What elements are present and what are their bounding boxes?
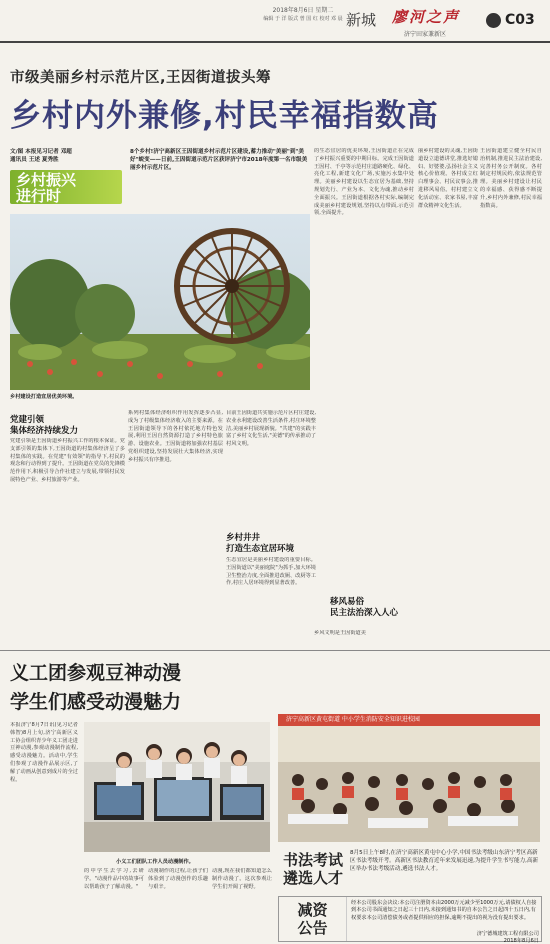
photo1-caption: 乡村建设打造宜居优美环境。: [10, 394, 78, 400]
article1-kicker: 市级美丽乡村示范片区,王因街道拔头筹: [10, 70, 272, 86]
article2-body-col3: 动漫制作的过程,让孩子们体验到了动漫创作的乐趣与艰辛。: [148, 868, 208, 890]
article1-lead: 8个乡村!济宁高新区王因街道乡村示范片区建设,蓄力推动"美丽"到"美好"蜕变——日前,王因街道示范片区获评济宁市2018年度第一名市级美丽乡村示范片区。: [130, 149, 308, 172]
article2-body-col2: 的中学生去学习,去研学。"动漫作品中的故事可以帮助孩子了解动漫。": [84, 868, 144, 890]
capital-reduction-notice: [278, 896, 542, 942]
waterwheel-photo: [10, 214, 310, 390]
page-header: [0, 0, 550, 44]
article1-body-col6: 王因街道建立健全村民自治机制,推进民主法治建设,完善村务公开制度。各村制定村规民约,依法规范管理。美丽乡村建设让村民的幸福感、获得感不断提升,乡村内外兼修,村民幸福指数高。: [480, 148, 542, 209]
article1-body-col3: 目前王因街道共实施示范片区村庄建设,农业水利建设改善生活条件,村庄环境整洁,美丽乡村展现新貌。"共建"的实践丰富了乡村文化生活,"美德"的传承推动了村风文明。: [226, 410, 316, 448]
article1-body-col3b: 生态宜居是美丽乡村建设的重要目标。王因街道以"美丽庭院"为抓手,加大环境卫生整治力度,全面推进改厕、改厨等工作,村庄人居环境得到显著改善。: [226, 557, 316, 587]
section-name: 新城: [346, 11, 377, 29]
article1-headline: 乡村内外兼修,村民幸福指数高: [10, 98, 439, 134]
animation-studio-photo: [84, 722, 270, 852]
article1-body-col2: 系列村集体经济组织作用发挥逐步凸显,成为了村级集体经济收入的主要来源。在王因街道领导下的各村依托地方特色发展,利用王因自然资源打造了乡村特色旅游、设施农业。王因街道将加强农村基层党组织建设,坚持发展壮大集体经济,实现乡村振兴有序推进。: [128, 410, 223, 463]
rural-revival-banner: 乡村振兴 进行时: [10, 170, 122, 204]
article1-body-col4b: 乡风文明是王因街道美: [314, 630, 366, 636]
article2-body-col4: 动漫,现在我们都知道怎么制作动漫了。这次参观让学生们开阔了视野。: [212, 868, 272, 890]
section-divider: [0, 650, 550, 651]
subhead-livable: 乡村井井 打造生态宜居环境: [226, 533, 295, 554]
subhead-party-building: 党建引领 集体经济持续发力: [10, 415, 79, 436]
notice-title: 减资 公告: [279, 897, 347, 941]
calligraphy-exam-title: 书法考试 遴选人才: [282, 851, 343, 887]
subhead-customs: 移风易俗 民主法治深入人心: [330, 597, 399, 618]
calligraphy-exam-box: [278, 845, 542, 893]
article1-body-col1: 党建引领是王因街道乡村振兴工作的根本保证。党支部引领的集体下,王因街道的村集体经济呈了多村集体的实践。在党建"有效领"的指导下,村民的观念和行动得到了提升。王因街道在党员的先锋模范作用下,积极引导合作社建立与发展,带领村民发展特色产业、乡村旅游等产业。: [10, 438, 125, 483]
article2-body-col1: 本报济宁8月7日讯(见习记者 韩智)8月上旬,济宁高新区义工协会组织青少年义工团走进豆神动漫,参观动漫制作流程,感受动漫魅力。活动中,学生们参观了动漫作品展示区,了解了动画从创意到成片的全过程。: [10, 722, 78, 783]
header-editors: 编辑 于 洋 版式 曾 国 红 校对 邓 晨: [263, 16, 343, 22]
page-marker-icon: [486, 13, 501, 28]
header-subtitle: 济宁田家兼新区: [404, 31, 447, 38]
article2-headline: 义工团参观豆神动漫 学生们感受动漫魅力: [10, 662, 182, 713]
header-date: 2018年8月6日 星期二: [272, 7, 334, 14]
article1-body-col4: 的生态宜居的优美环境,王因街道正在完成了乡村振兴重要的中期目标。完成王因街道王因村、千亭等示范村庄道路硬化、绿化、亮化工程,新建文化广场,实施污水集中处理。美丽乡村建设以生态宜居为基础,坚持规划先行、产业为本、文化为魂,推动乡村全面振兴。王因街道根据各村实际,编制完成美丽乡村建设规划,坚持以点带面,示范引领,全面提升。: [314, 148, 414, 217]
newspaper-logo: [392, 6, 482, 26]
header-meta: [262, 6, 344, 24]
notice-body: 经本公司股东会决议:本公司注册资本由2000万元减少至1000万元,请债权人自接到本公司书面通知之日起三十日内,未接到通知书的自本公告之日起四十五日内,有权要求本公司清偿债务或者提供相应的担保,逾期不提出的视为没有提出要求。: [351, 900, 537, 921]
calligraphy-exam-body: 8月5日上午8时,在济宁高新区黄屯中心小学,中国书法考级山东济宁考区高新区书法考级开考。高新区书法教育近年来发展迅速,为提升学生书写能力,高新区举办书法考级活动,遴选书法人才。: [350, 850, 539, 873]
classroom-banner: 济宁高新区黄屯街道 中小学生消防安全知识进校园: [278, 714, 540, 726]
page-number: C03: [505, 12, 535, 28]
article1-byline: 文/图 本报见习记者 邓超 通讯员 王述 夏秀胜: [10, 149, 72, 163]
article1-body-col5: 丽乡村建设的灵魂,王因街道设立道德讲堂,推选好媳妇、好婆婆,弘扬社会主义核心价值观。各村成立红白理事会、村民议事会,推进移风易俗。村村建立文化活动室、农家书屋,丰富群众精神文化生活。: [418, 148, 478, 209]
notice-signature: 济宁德城建筑工程有限公司 2018年8月6日: [476, 931, 539, 944]
logo-text: 廖河之声: [392, 8, 461, 26]
photo2-caption: 小义工们团队工作人员动漫制作。: [116, 859, 194, 865]
header-divider: [0, 41, 550, 43]
classroom-photo: [278, 714, 540, 842]
